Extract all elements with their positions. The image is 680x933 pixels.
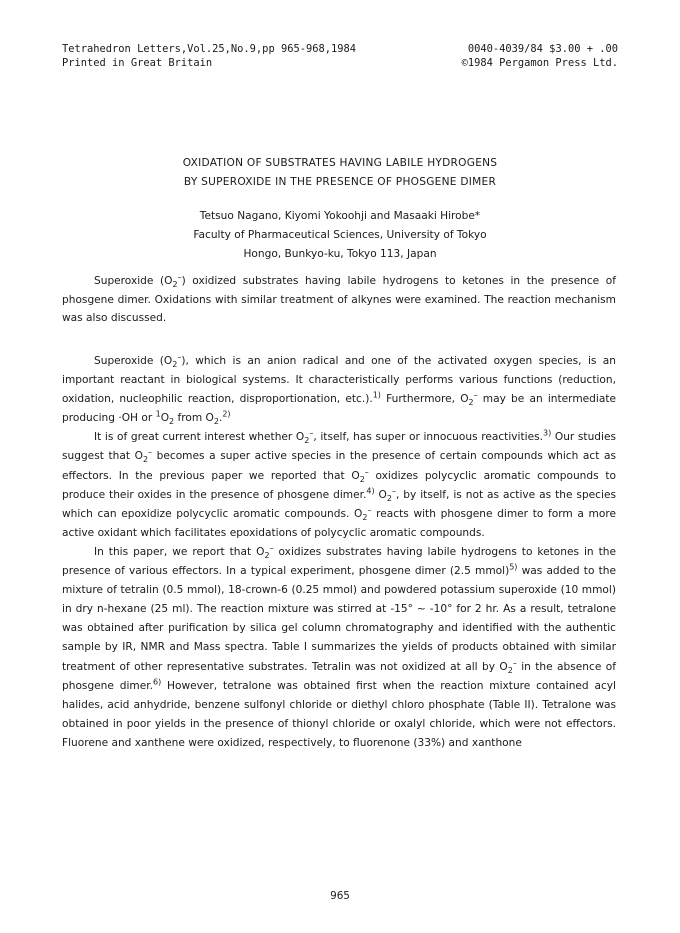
subscript: 2 [172, 280, 178, 290]
abstract-text: Superoxide (O [94, 275, 173, 287]
text-run: becomes a super active species in the presence of certain compounds which act as effectors. In the previous paper we reported that O [62, 450, 616, 482]
page-number: 965 [330, 890, 350, 902]
subscript: 2 [304, 436, 310, 446]
reference-mark: 6) [152, 677, 162, 687]
subscript: 2 [142, 455, 149, 465]
text-run: , itself, has super or innocuous reactivities. [313, 431, 543, 444]
text-run: O [160, 412, 170, 425]
text-run: in the absence of phosgene dimer. [62, 660, 616, 692]
text-run: Superoxide (O [94, 355, 173, 367]
printed-in: Printed in Great Britain [62, 57, 213, 69]
superscript: – [148, 447, 153, 457]
superscript: – [177, 272, 182, 282]
issn-price: 0040-4039/84 $3.00 + .00 [467, 43, 618, 55]
text-run: reacts with phosgene dimer to form a more active oxidant which facilitates epoxidations of polycyclic aromatic compounds. [62, 507, 616, 539]
subscript: 2 [386, 493, 392, 503]
copyright: ©1984 Pergamon Press Ltd. [461, 57, 618, 69]
paragraph-3 [62, 543, 616, 753]
superscript: 1 [155, 409, 161, 419]
reference-mark: 4) [366, 486, 375, 496]
author-block [0, 207, 680, 264]
subscript: 2 [172, 360, 178, 370]
journal-citation: Tetrahedron Letters,Vol.25,No.9,pp 965-968,1984 [62, 43, 357, 55]
text-run: Our studies suggest that O [62, 431, 616, 463]
reference-mark: 1) [372, 390, 381, 400]
abstract-text: ) oxidized substrates having labile hydrogens to ketones in the presence of phosgene dimer. Oxidations with similar treatment of alkynes were examined. The reaction mechanism was also discussed. [62, 275, 616, 324]
header-right [462, 42, 618, 70]
text-run: O [374, 488, 387, 501]
reference-mark: 3) [543, 428, 552, 438]
text-run: However, tetralone was obtained first when the reaction mixture contained acyl halides, acid anhydride, benzene sulfonyl chloride or diethyl chloro phosphate (Table II). Tetralone was obtained in poor yields in the presence of thionyl chloride or oxalyl chloride, which were not effectors. Fluorene and xanthene were oxidized, respectively, to fluorenone (33%) and xanthone [62, 679, 616, 749]
text-run: may be an intermediate producing ·OH or [62, 393, 616, 425]
address: Hongo, Bunkyo-ku, Tokyo 113, Japan [243, 248, 437, 260]
subscript: 2 [468, 398, 474, 408]
text-run: . [218, 412, 223, 425]
affiliation: Faculty of Pharmaceutical Sciences, University of Tokyo [193, 229, 487, 241]
subscript: 2 [169, 417, 175, 427]
text-run: , by itself, is not as active as the species which can epoxidize polycyclic aromatic compounds. O [62, 488, 616, 520]
text-run: oxidizes polycyclic aromatic compounds to produce their oxides in the presence of phosgene dimer. [62, 469, 616, 501]
text-run: from O [174, 412, 214, 425]
text-run: was added to the mixture of tetralin (0.5 mmol), 18-crown-6 (0.25 mmol) and powdered potassium superoxide (10 mmol) in dry n-hexane (25 ml). The reaction mixture was stirred at -15° ~ -10° for 2 hr. As a result, tetralone was obtained after purification by silica gel column chromatography and identified with the authentic sample by IR, NMR and Mass spectra. Table I summarizes the yields of products obtained with similar treatment of other representative substrates. Tetralin was not oxidized at all by O [62, 565, 616, 673]
subscript: 2 [507, 665, 513, 675]
superscript: – [364, 467, 369, 477]
body-text [62, 352, 616, 753]
superscript: – [309, 428, 314, 438]
paragraph-2 [62, 428, 616, 543]
paragraph-1 [62, 352, 616, 428]
superscript: – [473, 390, 478, 400]
reference-mark: 5) [509, 562, 518, 572]
superscript: – [391, 486, 396, 496]
subscript: 2 [213, 417, 219, 427]
title-line-2: BY SUPEROXIDE IN THE PRESENCE OF PHOSGENE DIMER [183, 176, 497, 188]
text-run: In this paper, we report that O [94, 545, 265, 558]
subscript: 2 [359, 474, 365, 484]
superscript: – [512, 657, 517, 667]
subscript: 2 [264, 551, 270, 561]
text-run: It is of great current interest whether O [94, 431, 305, 444]
header-left [62, 42, 356, 70]
superscript: – [177, 352, 182, 362]
superscript: – [269, 543, 274, 553]
abstract [62, 272, 616, 328]
paper-title [0, 154, 680, 192]
text-run: ), which is an anion radical and one of the activated oxygen species, is an important reactant in biological systems. It characteristically performs various functions (reduction, oxidation, nucleophilic reaction, disproportionation, etc.). [62, 355, 616, 406]
author-names: Tetsuo Nagano, Kiyomi Yokoohji and Masaaki Hirobe* [199, 210, 481, 222]
reference-mark: 2) [222, 409, 231, 419]
title-line-1: OXIDATION OF SUBSTRATES HAVING LABILE HYDROGENS [182, 157, 498, 169]
running-header [62, 42, 618, 70]
text-run: oxidizes substrates having labile hydrogens to ketones in the presence of various effectors. In a typical experiment, phosgene dimer (2.5 mmol) [62, 545, 616, 578]
superscript: – [367, 505, 372, 515]
text-run: Furthermore, O [380, 393, 469, 406]
subscript: 2 [362, 512, 368, 522]
